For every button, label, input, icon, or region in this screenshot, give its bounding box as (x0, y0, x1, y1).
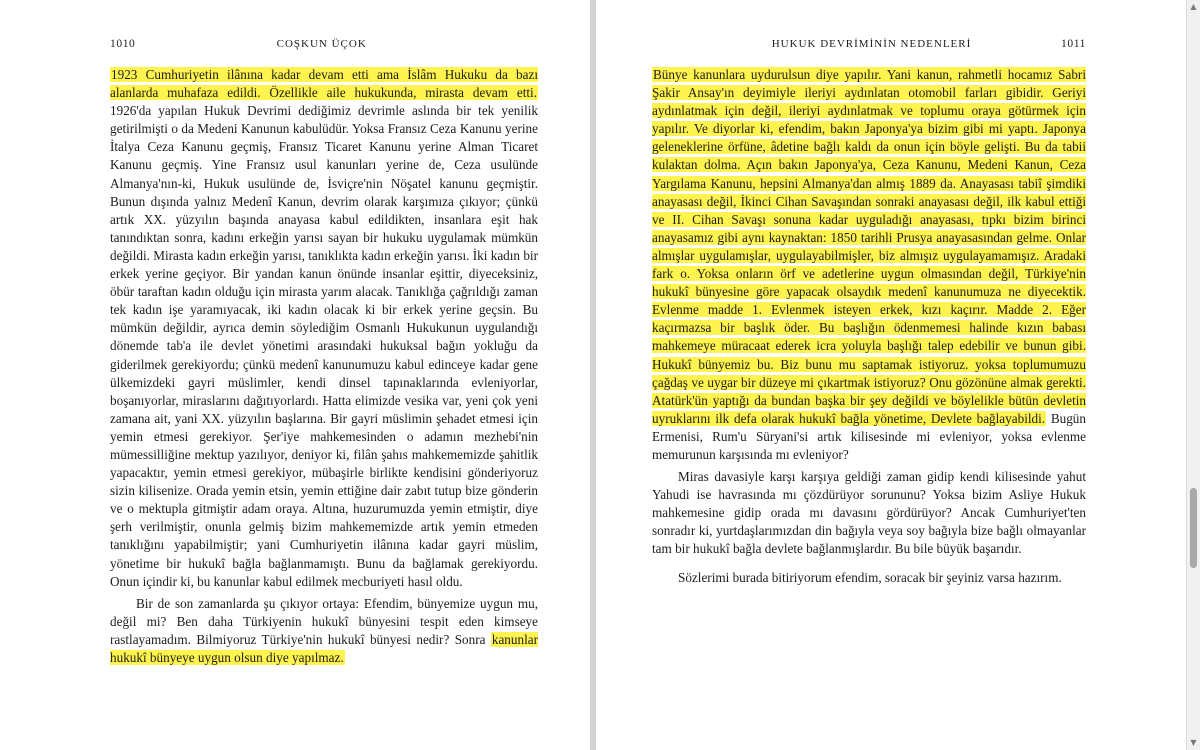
right-page-number: 1011 (1061, 38, 1086, 50)
left-running-head (110, 38, 538, 54)
vertical-scrollbar[interactable] (1186, 0, 1200, 750)
body-text: Sözlerimi burada bitiriyorum efendim, soracak bir şeyiniz varsa hazırım. (678, 569, 1062, 585)
right-running-title: HUKUK DEVRİMİNİN NEDENLERİ (771, 38, 972, 50)
left-running-title: COŞKUN ÜÇOK (276, 38, 367, 50)
highlighted-text: kanunlar hukukî bünyeye uygun olsun diye yapılmaz. (110, 631, 538, 665)
body-text: Bir de son zamanlarda şu çıkıyor ortaya: Efendim, bünyemize uygun mu, değil mi? Ben daha Türkiyenin hukukî bünyesini tespit eden kimseye rastlayamadım. Bilmiyoruz Türkiye'nin hukukî bünyesi nedir? Sonra (110, 595, 538, 647)
body-text: 1926'da yapılan Hukuk Devrimi dediğimiz devrimle aslında bir tek yenilik getirilmişti o da Medeni Kanunun kabulüdür. Yoksa Fransız Ceza Kanunu yerine İtalya Ceza Kanunu geçmiş, Fransız Ticaret Kanunu yerine Alman Ticaret Kanunu geçmiş. Yine Fransız usul kanunları yerine de, Ceza usulünde Almanya'nın-ki, Hukuk usulünde de, İsviçre'nin Nöşatel kanunu geçmiştir. Bunun dışında yalnız Medenî Kanun, devrim olarak karşımıza çıkıyor; çünkü artık XX. yüzyılın başında anayasa kabul edildikten, insanlara eşit hak tanındıktan sonra, kadını erkeğin yarısı sayan bir hukuku uygulamak mümkün değildi. Mirasta kadın erkeğin yarısı, tanıklıkta kadın erkeğin yarısı. İki kadın bir erkek yerine geçiyor. Bir yandan kanun önünde insanlar eşittir, diyeceksiniz, öbür taraftan kadın olduğu için mirasta yarım alacak. Tanıklığa çağrıldığı zaman tek kadın işe yaramıyacak, iki kadın olacak ki bir erkek yerine geçsin. Bu mümkün değildir, ayrıca demin söylediğim Osmanlı Hukukunun uygulandığı dönemde tab'a ile devlet yönetimi arasındaki hukuksal bağın yokluğu da giderilmek gerekiyordu; çünkü medenî kanunumuzu kabul edinceye kadar gene ülkemizdeki gayri müslimler, kendi dinsel tapınaklarında evleniyorlar, boşanıyorlar, miraslarını dağıtıyorlardı. Hatta elimizde vesika var, yeni çok yeni zamana ait, yani XX. yüzyılın başlarına. Bir gayri müslimin şehadet etmesi için yemin etmesi gerekiyor. Şer'iye mahkemesinden o adamın mezhebi'nin mümessilliğine mektup yazılıyor, deniyor ki, filân şahıs mahkememizde şahitlik yapacaktır, yemin etmesi gerekiyor, mübaşirle birlikte kendisini gönderiyoruz sizin kilisenize. Orada yemin etsin, yemin ettiğine dair zabıt tutup bize gönderin ve o mektupla gitmiştir adam oraya. Altına, huzurumuzda yemin etmiştir, diye şerh verilmiştir, onunla gelmiş bizim mahkememizde artık yemin etmeden tanıklığını yapabilmiştir; yani Cumhuriyetin ilânına kadar gayri müslim, yönetime bir hukukî bağla bağlanmamıştı. Bunu da bağlamak gerekiyordu. Onun içindir ki, bu kanunlar kabul edilmek mecburiyeti hasıl oldu. (110, 103, 538, 589)
scroll-down-arrow-icon[interactable]: ▼ (1190, 738, 1197, 747)
right-page (596, 0, 1186, 750)
right-running-head (652, 38, 1086, 54)
scroll-up-arrow-icon[interactable]: ▲ (1190, 2, 1197, 11)
paragraph (652, 569, 1086, 587)
paragraph (652, 66, 1086, 464)
scrollbar-thumb[interactable] (1190, 488, 1197, 568)
body-text: Bugün Ermenisi, Rum'u Süryani'si artık kilisesinde mi evleniyor, yoksa evlenme memurunun karşısında mı evleniyor? (652, 410, 1086, 462)
body-text: Miras davasiyle karşı karşıya geldiği zaman gidip kendi kilisesinde yahut Yahudi ise havrasında mı çözdürüyor sorununu? Yoksa bizim Asliye Hukuk mahkemesine gidip orada mı davasını gördürüyor? Ancak Cumhuriyet'ten sonradır ki, yurtdaşlarımızdan din bağıyla veya soy bağıyla bize bağlı olmayanlar tam bir hukukî bağla devlete bağlanmışlardır. Bu bile büyük başarıdır. (652, 469, 1086, 557)
right-page-body (652, 66, 1086, 587)
left-page-body (110, 66, 538, 667)
paragraph (652, 468, 1086, 558)
left-page (0, 0, 591, 750)
highlighted-text: 1923 Cumhuriyetin ilânına kadar devam etti ama İslâm Hukuku da bazı alanlarda muhafaza edildi. Özellikle aile hukukunda, mirasta devam etti. (110, 67, 538, 101)
left-page-number: 1010 (110, 38, 136, 50)
paragraph (110, 66, 538, 591)
paragraph (110, 595, 538, 667)
highlighted-text: Bünye kanunlara uydurulsun diye yapılır. Yani kanun, rahmetli hocamız Sabri Şakir Ansay'ın deyimiyle ileriyi aydınlatan otomobil farları gibidir. Geriyi aydınlatmak için değil, ileriyi aydınlatmak ve toplumu oraya götürmek için yapılır. Ve diyorlar ki, efendim, bakın Japonya'ya bizim gibi mi yaptı. Japonya geleneklerine örfüne, âdetine bağlı kaldı da onun için böyle gelişti. Bu da tabii kulaktan dolma. Açın bakın Japonya'ya, Ceza Kanunu, Medeni Kanun, Ceza Yargılama Kanunu, hepsini Almanya'dan almış 1889 da. Anayasası tabiî şimdiki anayasası değil, İkinci Cihan Savaşından sonraki anayasası değil, ilk kabul ettiği ve II. Cihan Savaşı sonuna kadar uyguladığı anayasası, tıpkı bizim birinci anayasamız gibi aynı kaynaktan: 1850 tarihli Prusya anayasasından gelme. Onlar almışlar uygulamışlar, uygulayabilmişler, biz almışız uygulayamamışız. Aradaki fark o. Yoksa onların örf ve adetlerine uygun olmasından değil, Türkiye'nin hukukî bünyesine göre yapacak olsaydık medenî kanunumuza ne diyecektik. Evlenme madde 1. Evlenmek isteyen erkek, kızı kaçırır. Madde 2. Eğer kaçırmazsa bir başlık öder. Bu başlığın ödenmemesi halinde kızın babası mahkemeye müracaat ederek icra yoluyla başlığı talep edebilir ve bunun gibi. Hukukî bünyemiz bu. Biz bunu mu saptamak istiyoruz. yoksa toplumumuzu çağdaş ve uygar bir düzeye mi çıkartmak istiyoruz? Onu gözönüne almak gerekti. Atatürk'ün yaptığı da bundan başka bir şey değildi ve böylelikle bütün devletin uyruklarını ilk defa olarak hukukî bağla yönetime, Devlete bağlayabildi. (652, 67, 1086, 426)
